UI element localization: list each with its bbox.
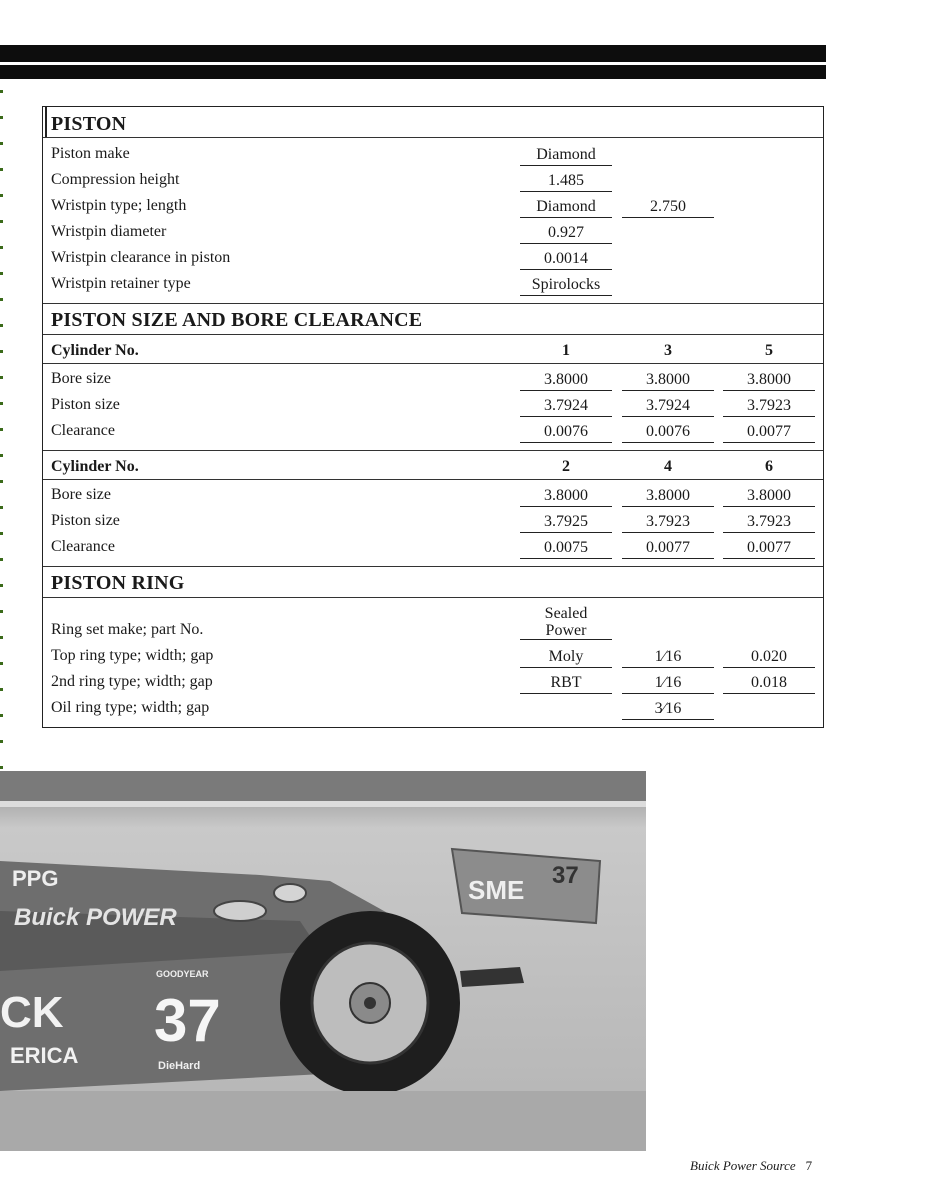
bore-value: 3.8000	[520, 486, 612, 507]
bore-title: PISTON SIZE AND BORE CLEARANCE	[51, 309, 423, 331]
bore-value: 3.7924	[520, 396, 612, 417]
piston-row-value: 1.485	[520, 171, 612, 192]
bore-row-label: Piston size	[51, 396, 120, 413]
page-footer	[690, 1158, 812, 1174]
wing-number: 37	[552, 862, 579, 889]
publication-name: Buick Power Source	[690, 1158, 796, 1173]
piston-row-label: Wristpin type; length	[51, 197, 187, 214]
ring-row-label: Oil ring type; width; gap	[51, 699, 210, 716]
cylinder-number: 4	[664, 458, 672, 475]
header-bar-top	[0, 45, 826, 62]
piston-row-label: Piston make	[51, 145, 130, 162]
bore-value: 3.8000	[622, 370, 714, 391]
divider	[43, 363, 823, 364]
ring-row-label: Ring set make; part No.	[51, 621, 204, 638]
cylinder-number: 5	[765, 342, 773, 359]
section-edge-mark	[45, 107, 47, 138]
bore-row-label: Clearance	[51, 538, 115, 555]
cylinder-number: 1	[562, 342, 570, 359]
piston-row-value: Diamond	[520, 145, 612, 166]
cylinder-number: 2	[562, 458, 570, 475]
piston-row-label: Compression height	[51, 171, 180, 188]
divider	[43, 597, 823, 598]
piston-row-value: Spirolocks	[520, 275, 612, 296]
bore-value: 3.7923	[723, 512, 815, 533]
spec-table	[42, 106, 824, 728]
bore-row-label: Bore size	[51, 486, 111, 503]
divider	[43, 566, 823, 567]
page-number: 7	[805, 1158, 813, 1173]
divider	[43, 303, 823, 304]
piston-title: PISTON	[51, 113, 127, 135]
race-car-illustration	[0, 771, 646, 1151]
header-bar-bottom	[0, 65, 826, 79]
wing-decal: SME	[468, 875, 525, 905]
decal-america: ERICA	[10, 1043, 79, 1068]
ring-value: 3⁄16	[622, 699, 714, 720]
ring-row-label: Top ring type; width; gap	[51, 647, 214, 664]
decal-diehard: DieHard	[158, 1060, 201, 1072]
ring-value: 0.018	[723, 673, 815, 694]
bore-value: 3.7923	[622, 512, 714, 533]
cylinder-label: Cylinder No.	[51, 342, 139, 359]
decal-ppg: PPG	[12, 866, 59, 891]
divider	[43, 334, 823, 335]
ring-value: 1⁄16	[622, 673, 714, 694]
divider	[43, 479, 823, 480]
ring-value: 0.020	[723, 647, 815, 668]
bore-value: 3.7923	[723, 396, 815, 417]
ring-value: 1⁄16	[622, 647, 714, 668]
decal-ck: CK	[0, 988, 64, 1037]
bore-value: 0.0076	[520, 422, 612, 443]
bore-value: 0.0077	[723, 538, 815, 559]
bore-value: 3.7924	[622, 396, 714, 417]
piston-row-value: 2.750	[622, 197, 714, 218]
bore-row-label: Clearance	[51, 422, 115, 439]
bore-value: 3.7925	[520, 512, 612, 533]
bore-value: 3.8000	[622, 486, 714, 507]
bore-row-label: Piston size	[51, 512, 120, 529]
ring-value: Moly	[520, 647, 612, 668]
race-car-photo	[0, 771, 646, 1151]
bore-value: 0.0077	[723, 422, 815, 443]
divider	[43, 450, 823, 451]
sponsor-decal: Buick POWER	[14, 904, 177, 931]
binding-edge	[0, 90, 3, 770]
tire-brand-decal: GOODYEAR	[156, 969, 209, 979]
bore-value: 3.8000	[723, 370, 815, 391]
cylinder-number: 3	[664, 342, 672, 359]
bore-value: 0.0075	[520, 538, 612, 559]
car-number: 37	[154, 987, 221, 1054]
bore-value: 0.0077	[622, 538, 714, 559]
cylinder-number: 6	[765, 458, 773, 475]
ring-title: PISTON RING	[51, 572, 185, 594]
bore-value: 3.8000	[723, 486, 815, 507]
piston-row-value: Diamond	[520, 197, 612, 218]
piston-row-value: 0.927	[520, 223, 612, 244]
bore-value: 3.8000	[520, 370, 612, 391]
bore-value: 0.0076	[622, 422, 714, 443]
ring-value: Sealed Power	[520, 605, 612, 640]
ring-row-label: 2nd ring type; width; gap	[51, 673, 213, 690]
divider	[43, 137, 823, 138]
piston-row-value: 0.0014	[520, 249, 612, 270]
piston-row-label: Wristpin clearance in piston	[51, 249, 231, 266]
cylinder-label: Cylinder No.	[51, 458, 139, 475]
piston-row-label: Wristpin diameter	[51, 223, 167, 240]
bore-row-label: Bore size	[51, 370, 111, 387]
ring-value: RBT	[520, 673, 612, 694]
piston-row-label: Wristpin retainer type	[51, 275, 191, 292]
